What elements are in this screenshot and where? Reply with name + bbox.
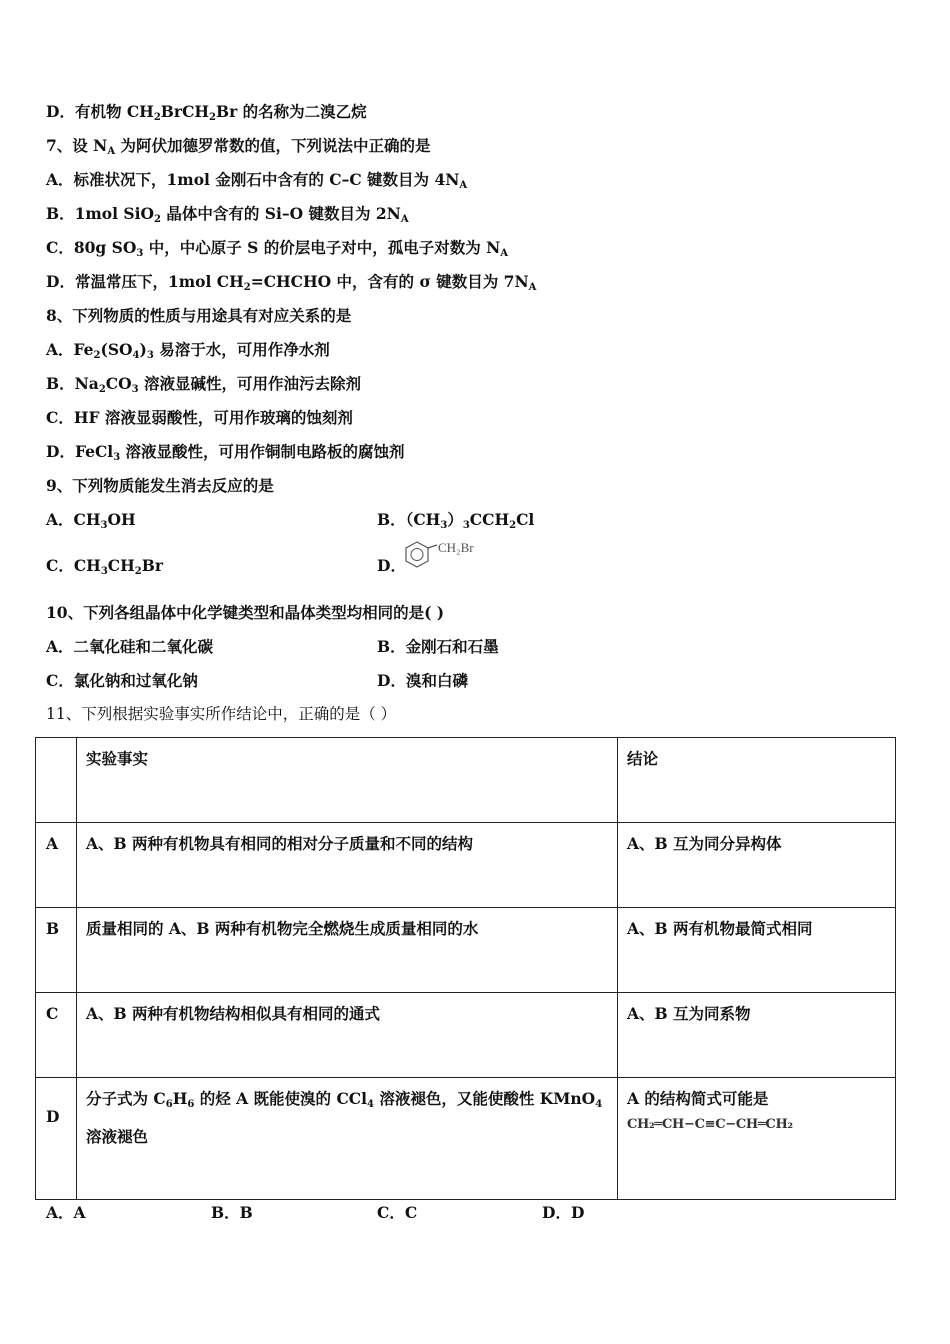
question-8: 8、下列物质的性质与用途具有对应关系的是 [46,306,352,325]
option-7a: A．标准状况下，1mol 金刚石中含有的 C–C 键数目为 $4N_A$ [46,170,468,191]
row-fact: 分子式为 $C_6H_6$ 的烃 A 既能使溴的 CCl$_4$ 溶液褪色，又能使酸性 KMnO$_4$ 溶液褪色 [77,1078,618,1200]
row-fact: 质量相同的 A、B 两种有机物完全燃烧生成质量相同的水 [77,908,618,993]
option-6d: D．有机物 $CH_2BrCH_2Br$ 的名称为二溴乙烷 [46,102,367,123]
table-header-row [36,738,896,823]
row-fact: A、B 两种有机物结构相似具有相同的通式 [77,993,618,1078]
option-8c: C．HF 溶液显弱酸性，可用作玻璃的蚀刻剂 [46,408,353,427]
option-9b: B．$(CH_3)_3CCH_2Cl$ [377,510,535,531]
option-7c: C．80g $SO_3$ 中，中心原子 S 的价层电子对中，孤电子对数为 $N_A$ [46,238,509,259]
question-7: 7、设 $N_A$ 为阿伏加德罗常数的值，下列说法中正确的是 [46,136,431,157]
question-11: 11、下列根据实验事实所作结论中，正确的是（ ） [46,705,397,723]
experiment-table [35,737,896,1200]
option-8a: A．$Fe_2(SO_4)_3$ 易溶于水，可用作净水剂 [46,340,330,361]
option-9d [377,556,406,576]
row-label: A [36,823,77,908]
row-fact: A、B 两种有机物具有相同的相对分子质量和不同的结构 [77,823,618,908]
row-conclusion: A、B 互为同系物 [618,993,896,1078]
table-row [36,908,896,993]
hexadienyne-structure: CH₂═CH−C≡C−CH═CH₂ [627,1117,793,1132]
option-9d-label: D． [377,556,406,575]
row-conclusion: A、B 互为同分异构体 [618,823,896,908]
option-8b: B．$Na_2CO_3$ 溶液显碱性，可用作油污去除剂 [46,374,361,395]
answer-a: A．A [46,1203,86,1222]
question-10: 10、下列各组晶体中化学键类型和晶体类型均相同的是( ) [46,603,445,622]
option-9a: A．$CH_3OH$ [46,510,136,531]
answer-c: C．C [377,1203,418,1222]
option-8d: D．FeCl$_3$ 溶液显酸性，可用作铜制电路板的腐蚀剂 [46,442,405,463]
table-row [36,1078,896,1200]
option-7d: D．常温常压下，1mol $CH_2=CHCHO$ 中，含有的 σ 键数目为 $7N_A$ [46,272,537,293]
option-10a: A．二氧化硅和二氧化碳 [46,637,214,656]
option-10c: C．氯化钠和过氧化钠 [46,671,198,690]
benzyl-substituent: CH₂Br [438,540,474,555]
option-9c: C．$CH_3CH_2Br$ [46,556,164,577]
row-label: C [36,993,77,1078]
row-conclusion: A、B 两有机物最简式相同 [618,908,896,993]
table-row [36,993,896,1078]
answer-b: B．B [211,1203,253,1222]
row-conclusion-text: A 的结构简式可能是 [627,1089,769,1108]
answer-d: D．D [542,1203,585,1222]
option-10d: D．溴和白磷 [377,671,468,690]
benzyl-bromide-structure [403,538,485,574]
question-9: 9、下列物质能发生消去反应的是 [46,476,274,495]
table-header-cell: 实验事实 [77,738,618,823]
table-row [36,823,896,908]
row-conclusion [618,1078,896,1200]
row-label: D [36,1078,77,1200]
row-label: B [36,908,77,993]
option-7b: B．1mol SiO$_2$ 晶体中含有的 Si–O 键数目为 $2N_A$ [46,204,409,225]
option-10b: B．金刚石和石墨 [377,637,499,656]
table-header-cell [36,738,77,823]
table-header-cell: 结论 [618,738,896,823]
